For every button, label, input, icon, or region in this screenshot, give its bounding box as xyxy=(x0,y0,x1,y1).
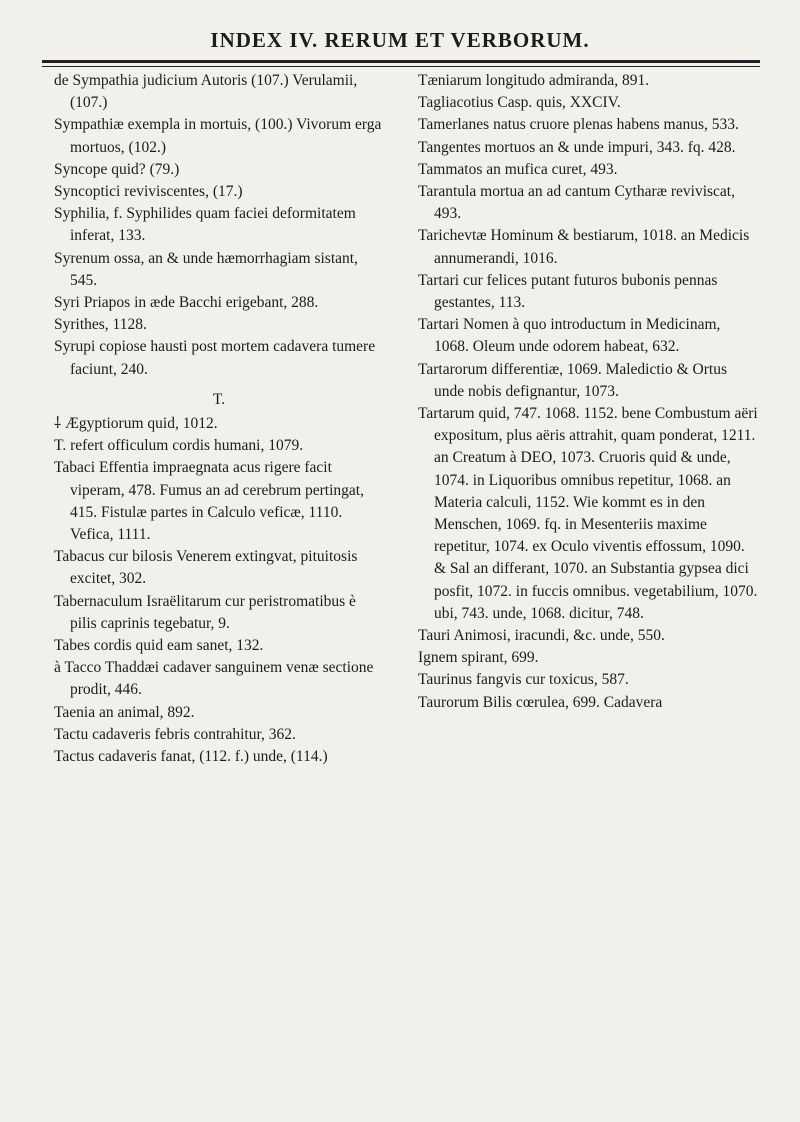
section-letter: T. xyxy=(212,390,226,408)
index-entry: Tauri Animosi, iracundi, &c. unde, 550. xyxy=(418,627,665,645)
index-entry: Syrithes, 1128. xyxy=(54,316,147,334)
index-entry: Syphilia, f. Syphilides quam faciei deformitatem inferat, 133. xyxy=(54,205,356,245)
index-entry: Tangentes mortuos an & unde impuri, 343. fq. 428. xyxy=(418,138,736,156)
index-entry: Ignem spirant, 699. xyxy=(418,649,539,667)
index-entry: Tabaci Effentia impraegnata acus rigere facit viperam, 478. Fumus an ad cerebrum pertingat, 415. Fistulæ partes in Calculo veficæ, 1110. Vefica, 1111. xyxy=(54,459,364,544)
index-entry: Taurinus fangvis cur toxicus, 587. xyxy=(418,671,629,689)
index-entry: Syncoptici reviviscentes, (17.) xyxy=(54,183,243,201)
index-entry: Tarichevtæ Hominum & bestiarum, 1018. an Medicis annumerandi, 1016. xyxy=(418,227,750,267)
index-entry: T. refert officulum cordis humani, 1079. xyxy=(54,437,304,455)
index-entry: Tabes cordis quid eam sanet, 132. xyxy=(54,637,264,655)
index-entry: Tarantula mortua an ad cantum Cytharæ reviviscat, 493. xyxy=(418,183,735,223)
index-entry: ⸸ Ægyptiorum quid, 1012. xyxy=(54,415,218,433)
left-column xyxy=(54,70,384,768)
header-rule xyxy=(42,60,760,63)
index-entry: Tagliacotius Casp. quis, XXCIV. xyxy=(418,94,621,112)
index-entry: Tabernaculum Israëlitarum cur peristromatibus è pilis caprinis tegebatur, 9. xyxy=(54,592,356,632)
index-entry: à Tacco Thaddæi cadaver sanguinem venæ sectione prodit, 446. xyxy=(54,659,374,699)
index-entry: Tartarorum differentiæ, 1069. Maledictio & Ortus unde nobis defignantur, 1073. xyxy=(418,360,727,400)
index-entry: Taurorum Bilis cœrulea, 699. Cadavera xyxy=(418,693,663,711)
index-entry: Taenia an animal, 892. xyxy=(54,703,195,721)
page-header: INDEX IV. RERUM ET VERBORUM. xyxy=(210,28,590,52)
index-entry: Tamerlanes natus cruore plenas habens manus, 533. xyxy=(418,116,739,134)
index-entry: Tammatos an mufica curet, 493. xyxy=(418,160,618,178)
index-entry: Tactus cadaveris fanat, (112. f.) unde, (114.) xyxy=(54,748,328,766)
index-entry: Tartarum quid, 747. 1068. 1152. bene Combustum aëri expositum, plus aëris attrahit, quam ponderat, 1211. an Creatum à DEO, 1073. Cruoris quid & unde, 1074. in Liquoribus omnibus repetitur, 1068. an Materia calculi, 1152. Wie kommt es in den Menschen, 1069. fq. in Mesenteriis maxime repetitur, 1074. ex Oculo viventis effossum, 1090. & Sal an differant, 1070. an Substantia gypsea dici posfit, 1072. in fuccis omnibus. vegetabilium, 1070. ubi, 743. unde, 1068. dicitur, 748. xyxy=(418,405,758,622)
index-entry: Syrenum ossa, an & unde hæmorrhagiam sistant, 545. xyxy=(54,249,358,289)
right-column xyxy=(418,70,758,714)
index-entry: Tartari Nomen à quo introductum in Medicinam, 1068. Oleum unde odorem habeat, 632. xyxy=(418,316,721,356)
index-entry: Sympathiæ exempla in mortuis, (100.) Vivorum erga mortuos, (102.) xyxy=(54,116,382,156)
index-entry: Syncope quid? (79.) xyxy=(54,160,180,178)
index-entry: Tactu cadaveris febris contrahitur, 362. xyxy=(54,725,296,743)
index-entry: Tartari cur felices putant futuros bubonis pennas gestantes, 113. xyxy=(418,271,718,312)
index-entry: de Sympathia judicium Autoris (107.) Verulamii, (107.) xyxy=(54,72,358,112)
index-entry: Tabacus cur bilosis Venerem extingvat, pituitosis excitet, 302. xyxy=(54,548,358,588)
index-entry: Syrupi copiose hausti post mortem cadavera tumere faciunt, 240. xyxy=(54,338,376,378)
index-entry: Tæniarum longitudo admiranda, 891. xyxy=(418,72,650,89)
index-entry: Syri Priapos in æde Bacchi erigebant, 288. xyxy=(54,294,319,312)
header-rule-thin xyxy=(42,66,760,67)
